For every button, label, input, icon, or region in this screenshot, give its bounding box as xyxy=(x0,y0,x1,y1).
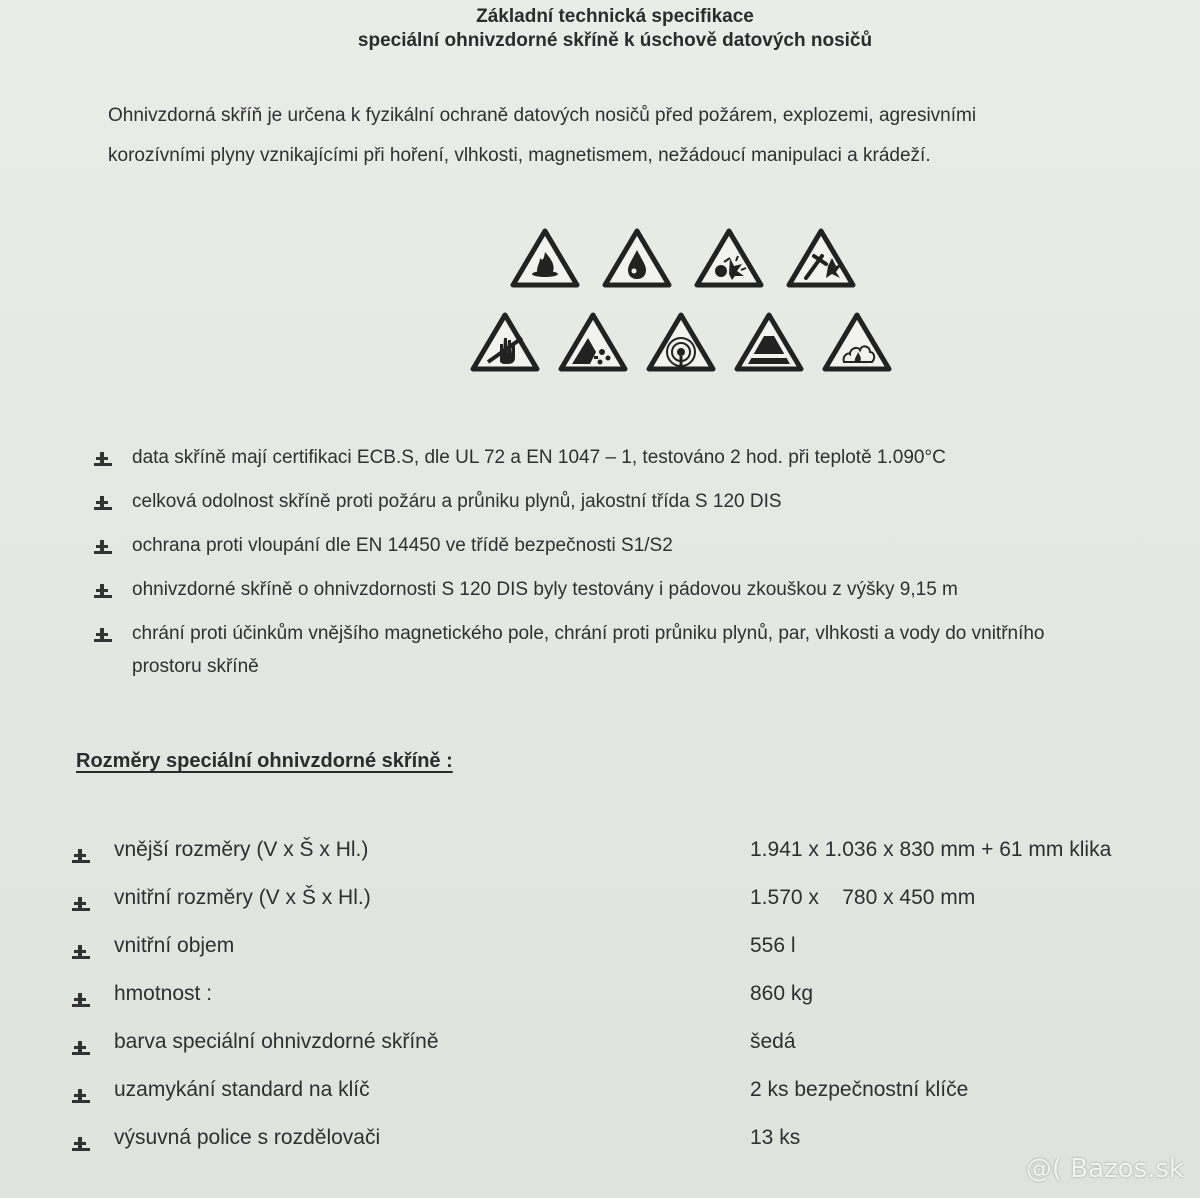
spec-label: vnitřní objem xyxy=(114,934,235,957)
bullet-icon xyxy=(92,581,114,599)
liquid-drop-icon xyxy=(602,228,672,288)
document-subtitle: speciální ohnivzdorné skříně k úschově datových nosičů xyxy=(357,30,873,51)
dimensions-heading: Rozměry speciální ohnivzdorné skříně : xyxy=(76,750,453,772)
list-item xyxy=(92,436,1172,480)
specs-list xyxy=(64,832,1164,1168)
bullet-icon xyxy=(92,537,114,555)
table-row xyxy=(64,1120,1164,1168)
spec-value: 556 l xyxy=(750,934,796,957)
list-item xyxy=(92,612,1172,682)
spec-value: 13 ks xyxy=(750,1126,801,1149)
bullet-text: ohnivzdorné skříně o ohnivzdornosti S 120 DIS byly testovány i pádovou zkouškou z výšky 9,15 m xyxy=(132,579,958,600)
bullet-text-continuation: prostoru skříně xyxy=(132,656,259,677)
no-hand-icon xyxy=(470,312,540,372)
bullet-icon xyxy=(70,990,92,1008)
water-flood-icon xyxy=(734,312,804,372)
bullet-icon xyxy=(70,1134,92,1152)
spec-value: 1.570 x 780 x 450 mm xyxy=(750,886,976,909)
bullet-icon xyxy=(70,846,92,864)
spec-label: hmotnost : xyxy=(114,982,213,1005)
spec-label: uzamykání standard na klíč xyxy=(114,1078,370,1101)
bullet-icon xyxy=(70,1038,92,1056)
table-row xyxy=(64,976,1164,1024)
bullet-text: chrání proti účinkům vnějšího magnetického pole, chrání proti průniku plynů, par, vlhkosti a vody do vnitřního xyxy=(132,623,1045,644)
spec-value: 2 ks bezpečnostní klíče xyxy=(750,1078,969,1101)
list-item xyxy=(92,568,1172,612)
magnetic-field-icon xyxy=(646,312,716,372)
break-in-icon xyxy=(786,228,856,288)
table-row xyxy=(64,880,1164,928)
bullet-icon xyxy=(92,449,114,467)
list-item xyxy=(92,480,1172,524)
bullet-icon xyxy=(92,625,114,643)
watermark: @( Bazos.sk xyxy=(1025,1154,1184,1184)
spec-value: 1.941 x 1.036 x 830 mm + 61 mm klika xyxy=(750,838,1112,861)
table-row xyxy=(64,832,1164,880)
intro-line: Ohnivzdorná skříň je určena k fyzikální ochraně datových nosičů před požárem, explozemi, agresivními xyxy=(108,105,977,126)
spec-value: šedá xyxy=(750,1030,796,1053)
bullet-text: ochrana proti vloupání dle EN 14450 ve třídě bezpečnosti S1/S2 xyxy=(132,535,673,556)
table-row xyxy=(64,1024,1164,1072)
intro-line: korozívními plyny vznikajícími při hoření, vlhkosti, magnetismem, nežádoucí manipulaci a krádeží. xyxy=(108,145,931,166)
spec-label: vnější rozměry (V x Š x Hl.) xyxy=(114,838,369,861)
table-row xyxy=(64,928,1164,976)
spec-label: barva speciální ohnivzdorné skříně xyxy=(114,1030,439,1053)
list-item xyxy=(92,524,1172,568)
fire-hazard-icon xyxy=(510,228,580,288)
smoke-gas-icon xyxy=(822,312,892,372)
hazard-icons-row xyxy=(510,228,856,288)
spec-value: 860 kg xyxy=(750,982,814,1005)
bullet-icon xyxy=(92,493,114,511)
hazard-icons-row xyxy=(470,312,892,372)
bullet-icon xyxy=(70,1086,92,1104)
spec-label: vnitřní rozměry (V x Š x Hl.) xyxy=(114,886,371,909)
bullet-icon xyxy=(70,894,92,912)
document-title: Základní technická specifikace xyxy=(476,6,754,27)
spec-label: výsuvná police s rozdělovači xyxy=(114,1126,381,1149)
bullet-text: celková odolnost skříně proti požáru a průniku plynů, jakostní třída S 120 DIS xyxy=(132,491,782,512)
falling-debris-icon xyxy=(558,312,628,372)
bullet-text: data skříně mají certifikaci ECB.S, dle UL 72 a EN 1047 – 1, testováno 2 hod. při teplotě 1.090°C xyxy=(132,447,946,468)
bullet-icon xyxy=(70,942,92,960)
intro-paragraph xyxy=(108,96,1088,176)
explosion-icon xyxy=(694,228,764,288)
feature-bullet-list xyxy=(92,436,1172,682)
table-row xyxy=(64,1072,1164,1120)
